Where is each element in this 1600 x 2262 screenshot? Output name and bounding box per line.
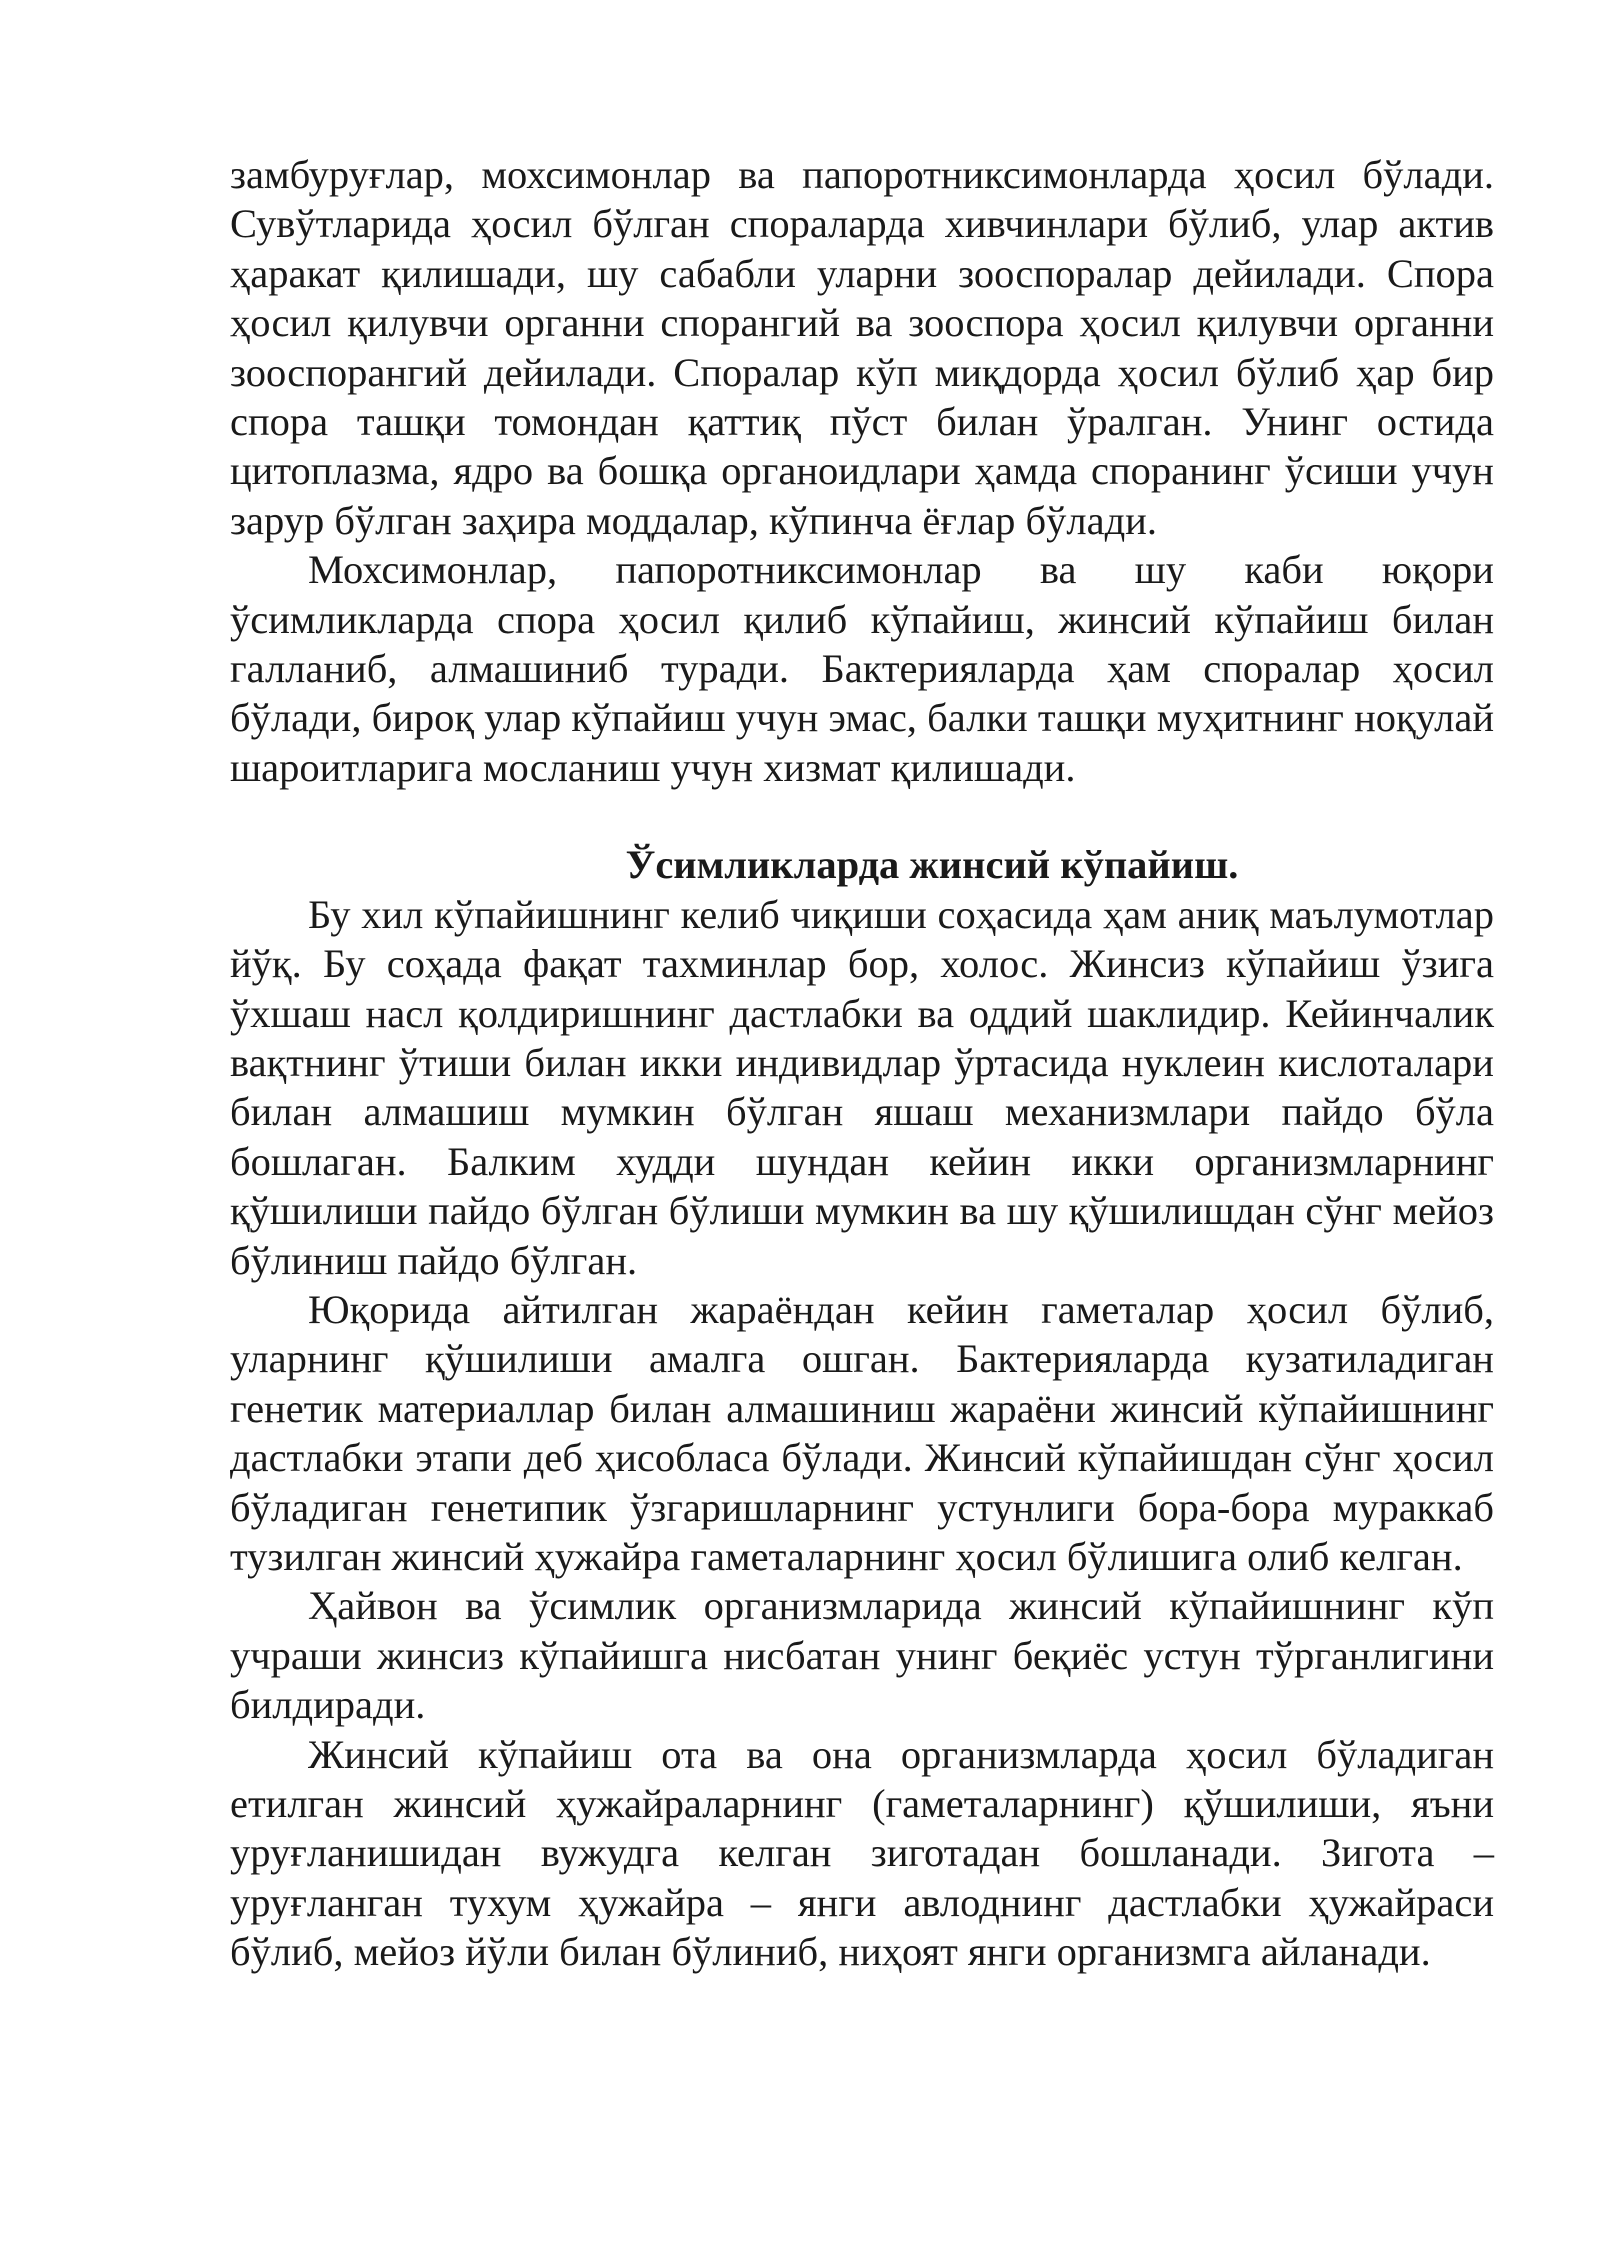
paragraph-origin: Бу хил кўпайишнинг келиб чиқиши соҳасида ҳам аниқ маълумотлар йўқ. Бу соҳада фақат тахминлар бор, холос. Жинсиз кўпайиш ўзига ўхшаш насл қолдиришнинг дастлабки ва оддий шаклидир. Кейинчалик вақтнинг ўтиши билан икки индивидлар ўртасида нуклеин кислоталари билан алмашиш мумкин бўлган яшаш механизмлари пайдо бўла бошлаган. Балким худди шундан кейин икки организмларнинг қўшилиши пайдо бўлган бўлиши мумкин ва шу қўшилишдан сўнг мейоз бўлиниш пайдо бўлган. [230,891,1494,1283]
paragraph-mosses-ferns: Мохсимонлар, папоротниксимонлар ва шу каби юқори ўсимликларда спора ҳосил қилиб кўпайиш, жинсий кўпайиш билан галланиб, алмашиниб туради. Бактерияларда ҳам споралар ҳосил бўлади, бироқ улар кўпайиш учун эмас, балки ташқи муҳитнинг ноқулай шароитларига мосланиш учун хизмат қилишади. [230,547,1494,790]
section-heading: Ўсимликларда жинсий кўпайиш. [625,842,1239,888]
paragraph-gametes: Юқорида айтилган жараёндан кейин гаметалар ҳосил бўлиб, уларнинг қўшилиши амалга ошган. Бактерияларда кузатиладиган генетик материаллар билан алмашиниш жараёни жинсий кўпайишнинг дастлабки этапи деб ҳисобласа бўлади. Жинсий кўпайишдан сўнг ҳосил бўладиган генетипик ўзгаришларнинг устунлиги бора-бора мураккаб тузилган жинсий ҳужайра гаметаларнинг ҳосил бўлишига олиб келган. [230,1286,1494,1579]
paragraph-fertilization: Жинсий кўпайиш ота ва она организмларда ҳосил бўладиган етилган жинсий ҳужайраларнинг (гаметаларнинг) қўшилиши, яъни уруғланишидан вужудга келган зиготадан бошланади. Зигота – уруғланган тухум ҳужайра – янги авлоднинг дастлабки ҳужайраси бўлиб, мейоз йўли билан бўлиниб, ниҳоят янги организмга айланади. [230,1731,1494,1975]
document-page [230,150,1494,1977]
paragraph-prevalence: Ҳайвон ва ўсимлик организмларида жинсий кўпайишнинг кўп учраши жинсиз кўпайишга нисбатан унинг беқиёс устун тўрганлигини билдиради. [230,1583,1494,1728]
paragraph-spores-continued: замбуруғлар, мохсимонлар ва папоротниксимонларда ҳосил бўлади. Сувўтларида ҳосил бўлган спораларда хивчинлари бўлиб, улар актив ҳаракат қилишади, шу сабабли уларни зооспоралар дейилади. Спора ҳосил қилувчи органни спорангий ва зооспора ҳосил қилувчи органни зооспорангий дейилади. Споралар кўп миқдорда ҳосил бўлиб ҳар бир спора ташқи томондан қаттиқ пўст билан ўралган. Унинг остида цитоплазма, ядро ва бошқа органоидлари ҳамда споранинг ўсиши учун зарур бўлган заҳира моддалар, кўпинча ёғлар бўлади. [230,152,1494,543]
